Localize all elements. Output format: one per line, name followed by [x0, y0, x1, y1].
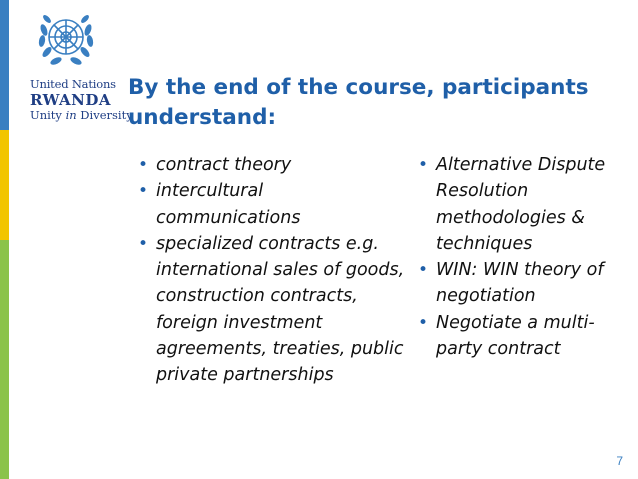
list-item-text: Negotiate a multi-party contract — [436, 312, 595, 360]
list-item — [138, 178, 408, 231]
bullet-icon: • — [138, 181, 149, 202]
tagline-part-1: Unity — [30, 108, 66, 122]
list-item-text: contract theory — [156, 155, 292, 175]
left-bullet-list — [138, 152, 408, 389]
color-bar-yellow — [0, 130, 9, 240]
un-emblem-icon — [34, 8, 98, 70]
un-rwanda-logo — [30, 2, 133, 124]
list-item — [138, 152, 408, 178]
page-number: 7 — [616, 454, 623, 468]
slide-title: By the end of the course, participants understand: — [128, 75, 589, 130]
list-item-text: intercultural communications — [156, 181, 301, 228]
list-item-text: Alternative Dispute Resolution methodologies & techniques — [436, 155, 606, 254]
bullet-icon: • — [138, 155, 149, 175]
left-color-bar — [0, 0, 9, 479]
right-bullet-list — [418, 152, 632, 362]
list-item — [418, 152, 632, 257]
logo-text-rwanda: RWANDA — [30, 91, 112, 109]
list-item-text: WIN: WIN theory of negotiation — [436, 260, 604, 307]
tagline-part-2: in — [65, 108, 77, 122]
bullet-icon: • — [418, 312, 429, 333]
bullet-icon: • — [418, 155, 429, 175]
list-item — [418, 257, 632, 310]
bullet-icon: • — [418, 260, 429, 281]
tagline-part-3: Diversity — [76, 108, 133, 122]
logo-text-tagline — [30, 108, 133, 122]
color-bar-green — [0, 240, 9, 479]
color-bar-blue — [0, 0, 9, 130]
logo-text-united-nations: United Nations — [30, 77, 116, 91]
list-item — [138, 231, 408, 389]
list-item-text: specialized contracts e.g. international sales of goods, construction contracts, foreign investment agreements, treaties, public private partnerships — [156, 233, 405, 386]
bullet-icon: • — [138, 233, 149, 254]
list-item — [418, 310, 632, 363]
